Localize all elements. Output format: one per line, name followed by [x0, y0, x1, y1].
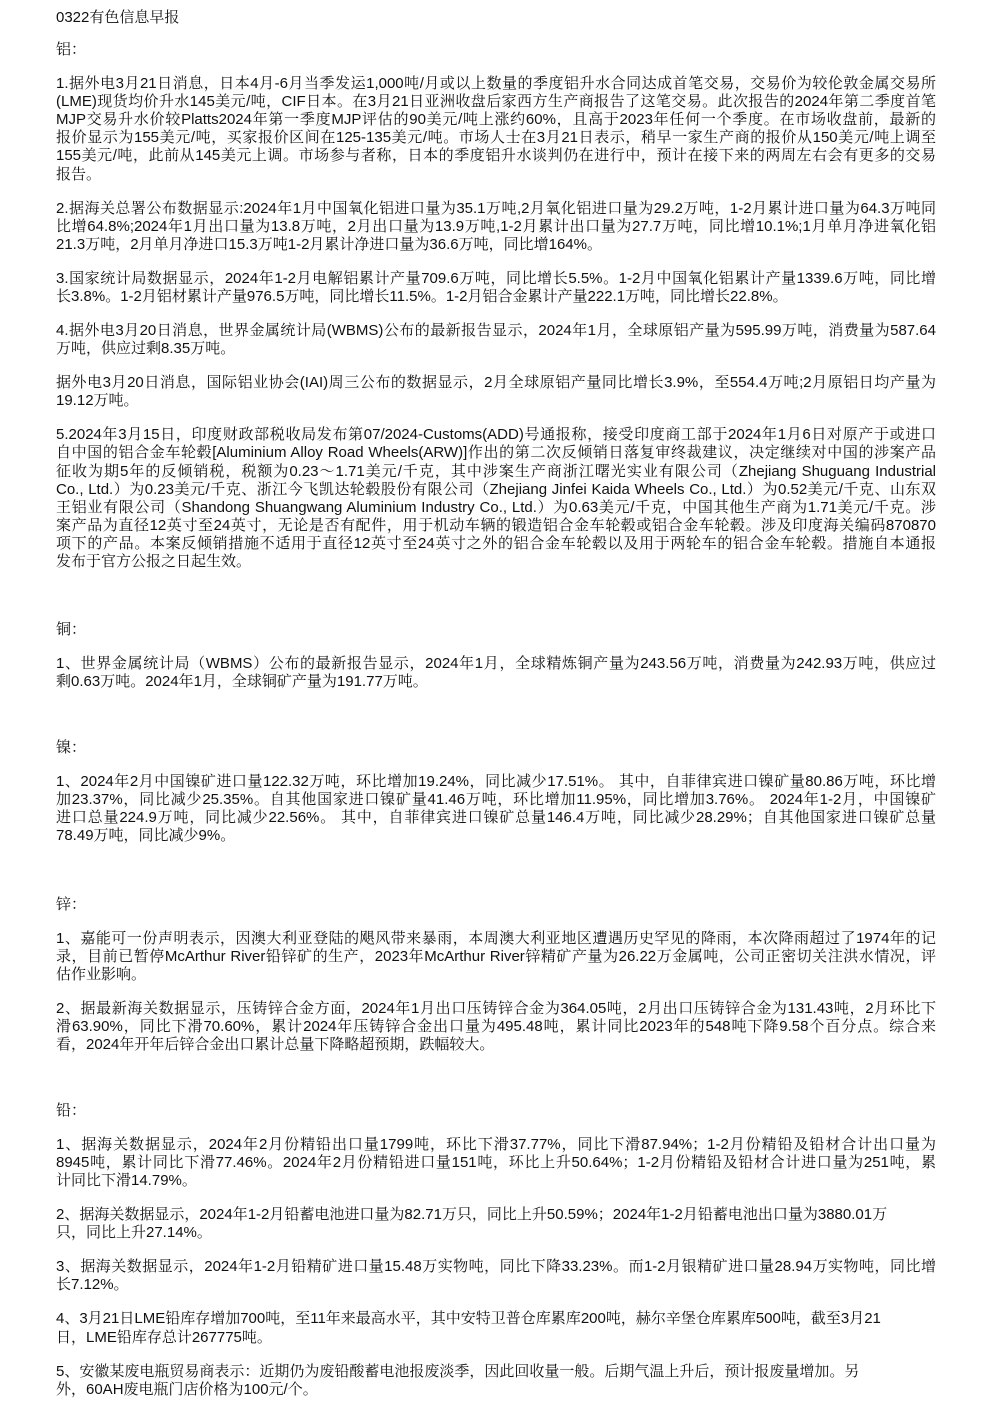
- text-line: 自中国的铝合金车轮毂[Aluminium Alloy Road Wheels(ARW)]作出的第二次反倾销日落复审终裁建议，决定继续对中国的涉案产品: [56, 444, 936, 462]
- text-line: 剩0.63万吨。2024年1月，全球铜矿产量为191.77万吨。: [56, 673, 428, 691]
- text-line: 报告。: [56, 165, 102, 183]
- news-item: [56, 374, 936, 410]
- news-item: [56, 200, 936, 254]
- text-line: 项下的产品。本案反倾销措施不适用于直径12英寸至24英寸之外的铝合金车轮毂以及用于两轮车的铝合金车轮毂。措施自本通报: [56, 535, 936, 553]
- news-item: [56, 1000, 936, 1054]
- text-line: 1、嘉能可一份声明表示，因澳大利亚登陆的飓风带来暴雨，本周澳大利亚地区遭遇历史罕见的降雨，本次降雨超过了1974年的记: [56, 929, 936, 947]
- section-heading: 铝：: [56, 40, 87, 58]
- text-line: 1、世界金属统计局（WBMS）公布的最新报告显示，2024年1月，全球精炼铜产量为243.56万吨，消费量为242.93万吨，供应过: [56, 654, 936, 672]
- text-line: 滑63.90%，同比下滑70.60%，累计2024年压铸锌合金出口量为495.48吨，累计同比2023年的548吨下降9.58个百分点。综合来: [56, 1018, 936, 1036]
- news-item: [56, 270, 936, 306]
- news-item: [56, 1363, 936, 1399]
- section-zinc: [56, 896, 936, 1055]
- news-item: [56, 426, 936, 571]
- text-line: 1、据海关数据显示，2024年2月份精铅出口量1799吨，环比下滑37.77%，同比下滑87.94%；1-2月份精铅及铅材合计出口量为: [56, 1135, 936, 1153]
- text-line: 征收为期5年的反倾销税，税额为0.23～1.71美元/千克，其中涉案生产商浙江曙光实业有限公司（Zhejiang Shuguang Industrial: [56, 462, 936, 480]
- section-heading: 锌：: [56, 895, 87, 913]
- text-line: MJP交易升水价较Platts2024年第一季度MJP评估的90美元/吨上涨约60%，且高于2023年任何一个季度。在市场收盘前，最新的: [56, 111, 936, 129]
- text-line: 王铝业有限公司（Shandong Shuangwang Aluminium Industry Co., Ltd.）为0.63美元/千克，中国其他生产商为1.71美元/千克。涉: [56, 498, 936, 516]
- text-line: 5.2024年3月15日，印度财政部税收局发布第07/2024-Customs(ADD)号通报称，接受印度商工部于2024年1月6日对原产于或进口: [56, 426, 936, 444]
- section-copper: [56, 621, 936, 691]
- text-line: 计同比下滑14.79%。: [56, 1172, 197, 1190]
- text-line: 长3.8%。1-2月铝材累计产量976.5万吨，同比增长11.5%。1-2月铝合金累计产量222.1万吨，同比增长22.8%。: [56, 287, 788, 305]
- text-line: 4、3月21日LME铅库存增加700吨，至11年来最高水平，其中安特卫普仓库累库200吨，赫尔辛堡仓库累库500吨，截至3月21: [56, 1310, 881, 1328]
- section-lead: [56, 1102, 936, 1399]
- text-line: 19.12万吨。: [56, 392, 139, 410]
- text-line: 21.3万吨，2月单月净进口15.3万吨1-2月累计净进口量为36.6万吨，同比增164%。: [56, 235, 602, 253]
- text-line: 看，2024年开年后锌合金出口累计总量下降略超预期，跌幅较大。: [56, 1036, 495, 1054]
- text-line: 3、据海关数据显示，2024年1-2月铅精矿进口量15.48万实物吨，同比下降33.23%。而1-2月银精矿进口量28.94万实物吨，同比增: [56, 1258, 936, 1276]
- page-title: 0322有色信息早报: [56, 8, 180, 26]
- text-line: 万吨，供应过剩8.35万吨。: [56, 340, 236, 358]
- text-line: 4.据外电3月20日消息，世界金属统计局(WBMS)公布的最新报告显示，2024年1月，全球原铝产量为595.99万吨，消费量为587.64: [56, 321, 936, 339]
- text-line: 长7.12%。: [56, 1276, 129, 1294]
- news-item: [56, 930, 936, 984]
- text-line: 日，LME铅库存总计267775吨。: [56, 1328, 272, 1346]
- news-item: [56, 773, 936, 846]
- section-heading: 铅：: [56, 1101, 87, 1119]
- text-line: 3.国家统计局数据显示，2024年1-2月电解铝累计产量709.6万吨，同比增长5.5%。1-2月中国氧化铝累计产量1339.6万吨，同比增: [56, 269, 936, 287]
- section-aluminium: [56, 41, 936, 571]
- text-line: Co., Ltd.）为0.23美元/千克、浙江今飞凯达轮毂股份有限公司（Zhejiang Jinfei Kaida Wheels Co., Ltd.）为0.52美元/千克、山东双: [56, 480, 936, 498]
- text-line: 比增64.8%;2024年1月出口量为13.8万吨，2月出口量为13.9万吨,1-2月累计出口量为27.7万吨，同比增10.1%;1月单月净进氧化铝: [56, 217, 936, 235]
- text-line: 1、2024年2月中国镍矿进口量122.32万吨，环比增加19.24%，同比减少17.51%。 其中，自菲律宾进口镍矿量80.86万吨，环比增: [56, 772, 936, 790]
- text-line: 2.据海关总署公布数据显示:2024年1月中国氧化铝进口量为35.1万吨,2月氧化铝进口量为29.2万吨，1-2月累计进口量为64.3万吨同: [56, 199, 936, 217]
- text-line: 估作业影响。: [56, 966, 147, 984]
- text-line: 录，目前已暂停McArthur River铅锌矿的生产，2023年McArthur River锌精矿产量为26.22万金属吨，公司正密切关注洪水情况，评: [56, 948, 936, 966]
- news-item: [56, 655, 936, 691]
- text-line: 8945吨，累计同比下滑77.46%。2024年2月份精铅进口量151吨，环比上升50.64%；1-2月份精铅及铅材合计进口量为251吨，累: [56, 1154, 936, 1172]
- text-line: 加23.37%，同比减少25.35%。自其他国家进口镍矿量41.46万吨，环比增加11.95%，同比增加3.76%。 2024年1-2月，中国镍矿: [56, 791, 936, 809]
- text-line: 进口总量224.9万吨，同比减少22.56%。 其中，自菲律宾进口镍矿总量146.4万吨，同比减少28.29%；自其他国家进口镍矿总量: [56, 809, 936, 827]
- text-line: 发布于官方公报之日起生效。: [56, 553, 252, 571]
- title-block: [56, 9, 936, 27]
- text-line: 案产品为直径12英寸至24英寸，无论是否有配件，用于机动车辆的锻造铝合金车轮毂或铝合金车轮毂。涉及印度海关编码870870: [56, 516, 936, 534]
- text-line: 5、安徽某废电瓶贸易商表示：近期仍为废铅酸蓄电池报废淡季，因此回收量一般。后期气温上升后，预计报废量增加。另: [56, 1362, 860, 1380]
- text-line: 只，同比上升27.14%。: [56, 1224, 212, 1242]
- section-heading: 镍：: [56, 738, 87, 756]
- news-item: [56, 1206, 936, 1242]
- text-line: 据外电3月20日消息，国际铝业协会(IAI)周三公布的数据显示，2月全球原铝产量同比增长3.9%，至554.4万吨;2月原铝日均产量为: [56, 374, 936, 392]
- section-heading: 铜：: [56, 620, 87, 638]
- text-line: 2、据最新海关数据显示，压铸锌合金方面，2024年1月出口压铸锌合金为364.05吨，2月出口压铸锌合金为131.43吨，2月环比下: [56, 1000, 936, 1018]
- text-line: (LME)现货均价升水145美元/吨，CIF日本。在3月21日亚洲收盘后家西方生产商报告了这笔交易。此次报告的2024年第二季度首笔: [56, 93, 936, 111]
- text-line: 2、据海关数据显示，2024年1-2月铅蓄电池进口量为82.71万只，同比上升50.59%；2024年1-2月铅蓄电池出口量为3880.01万: [56, 1206, 888, 1224]
- news-item: [56, 1258, 936, 1294]
- text-line: 外，60AH废电瓶门店价格为100元/个。: [56, 1380, 318, 1398]
- news-item: [56, 75, 936, 184]
- text-line: 报价显示为155美元/吨，买家报价区间在125-135美元/吨。市场人士在3月21日表示，稍早一家生产商的报价从150美元/吨上调至: [56, 129, 936, 147]
- news-item: [56, 1136, 936, 1190]
- news-item: [56, 1310, 936, 1346]
- text-line: 1.据外电3月21日消息，日本4月-6月当季发运1,000吨/月或以上数量的季度铝升水合同达成首笔交易，交易价为较伦敦金属交易所: [56, 74, 936, 92]
- text-line: 78.49万吨，同比减少9%。: [56, 827, 236, 845]
- section-nickel: [56, 739, 936, 846]
- news-item: [56, 322, 936, 358]
- text-line: 155美元/吨，此前从145美元上调。市场参与者称，日本的季度铝升水谈判仍在进行中，预计在接下来的两周左右会有更多的交易: [56, 147, 936, 165]
